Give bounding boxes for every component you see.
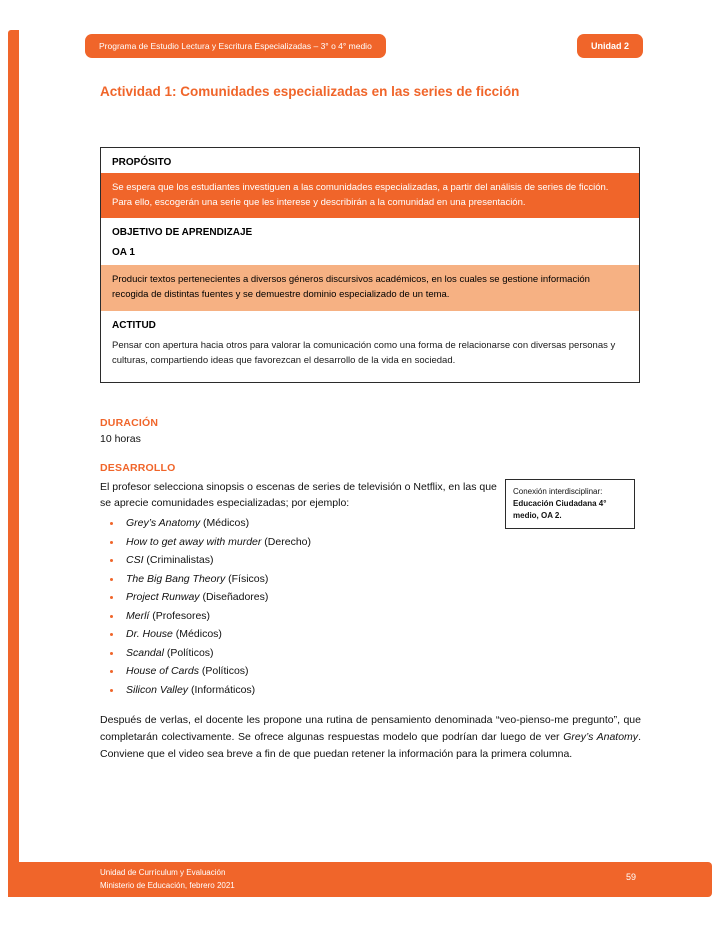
desarrollo-intro: El profesor selecciona sinopsis o escenas de series de televisión o Netflix, en las que se aprecie comunidades especializadas; por ejemplo:	[100, 481, 497, 510]
unit-text: Unidad 2	[591, 41, 630, 51]
series-list	[122, 518, 542, 703]
activity-title: Actividad 1: Comunidades especializadas en las series de ficción	[100, 84, 520, 99]
objetivo-text: Producir textos pertenecientes a diversos géneros discursivos académicos, en los cuales se gestione información recogida de distintas fuentes y se demuestre dominio especializado de un tema.	[101, 265, 639, 310]
program-title-text: Programa de Estudio Lectura y Escritura Especializadas – 3° o 4° medio	[99, 41, 372, 51]
closing-text-post: . Conviene que el video sea breve a fin de que puedan retener la información para la primera columna.	[100, 731, 641, 760]
series-list-item: • Dr. House (Médicos)	[122, 629, 542, 641]
series-list-item: • House of Cards (Políticos)	[122, 666, 542, 678]
left-accent-bar	[8, 30, 19, 897]
page-number: 59	[625, 872, 636, 882]
actitud-text: Pensar con apertura hacia otros para valorar la comunicación como una forma de relacionarse con diversas personas y culturas, compartiendo ideas que favorezcan el desarrollo de la vida en sociedad.	[112, 339, 616, 367]
footer-lines	[100, 867, 235, 893]
series-list-item: • The Big Bang Theory (Físicos)	[122, 574, 542, 586]
series-list-item: • Grey’s Anatomy (Médicos)	[122, 518, 542, 530]
series-list-item: • Silicon Valley (Informáticos)	[122, 685, 542, 697]
closing-series-name: Grey’s Anatomy	[563, 731, 639, 743]
duracion-value: 10 horas	[100, 433, 141, 445]
duracion-heading: DURACIÓN	[100, 417, 159, 429]
series-list-item: • Merlí (Profesores)	[122, 611, 542, 623]
program-title-banner	[85, 34, 386, 58]
series-list-item: • Scandal (Políticos)	[122, 648, 542, 660]
series-list-item: • How to get away with murder (Derecho)	[122, 537, 542, 549]
series-list-item: • CSI (Criminalistas)	[122, 555, 542, 567]
footer-line2: Ministerio de Educación, febrero 2021	[100, 880, 235, 890]
series-list-item: • Project Runway (Diseñadores)	[122, 592, 542, 604]
actitud-label: ACTITUD	[112, 319, 156, 331]
closing-paragraph	[100, 712, 641, 763]
desarrollo-heading: DESARROLLO	[100, 462, 176, 474]
proposito-text: Se espera que los estudiantes investiguen a las comunidades especializadas, a partir del análisis de series de ficción. Para ello, escogerán una serie que les interese y describirán a la comunidad en una presentación.	[101, 173, 639, 218]
connection-detail: Educación Ciudadana 4° medio, OA 2.	[513, 499, 607, 520]
connection-label: Conexión interdisciplinar:	[513, 487, 603, 496]
footer-bar	[8, 862, 712, 897]
unit-banner	[577, 34, 643, 58]
closing-text-pre: Después de verlas, el docente les propone una rutina de pensamiento denominada “veo-pienso-me pregunto”, que completarán colectivamente. Se ofrece algunas respuestas modelo que podrían dar luego de ver	[100, 714, 641, 743]
proposito-label: PROPÓSITO	[112, 157, 172, 168]
objetivo-label: OBJETIVO DE APRENDIZAJE	[112, 227, 253, 239]
info-box	[100, 147, 640, 383]
oa-label: OA 1	[112, 247, 135, 259]
footer-line1: Unidad de Currículum y Evaluación	[100, 868, 226, 877]
